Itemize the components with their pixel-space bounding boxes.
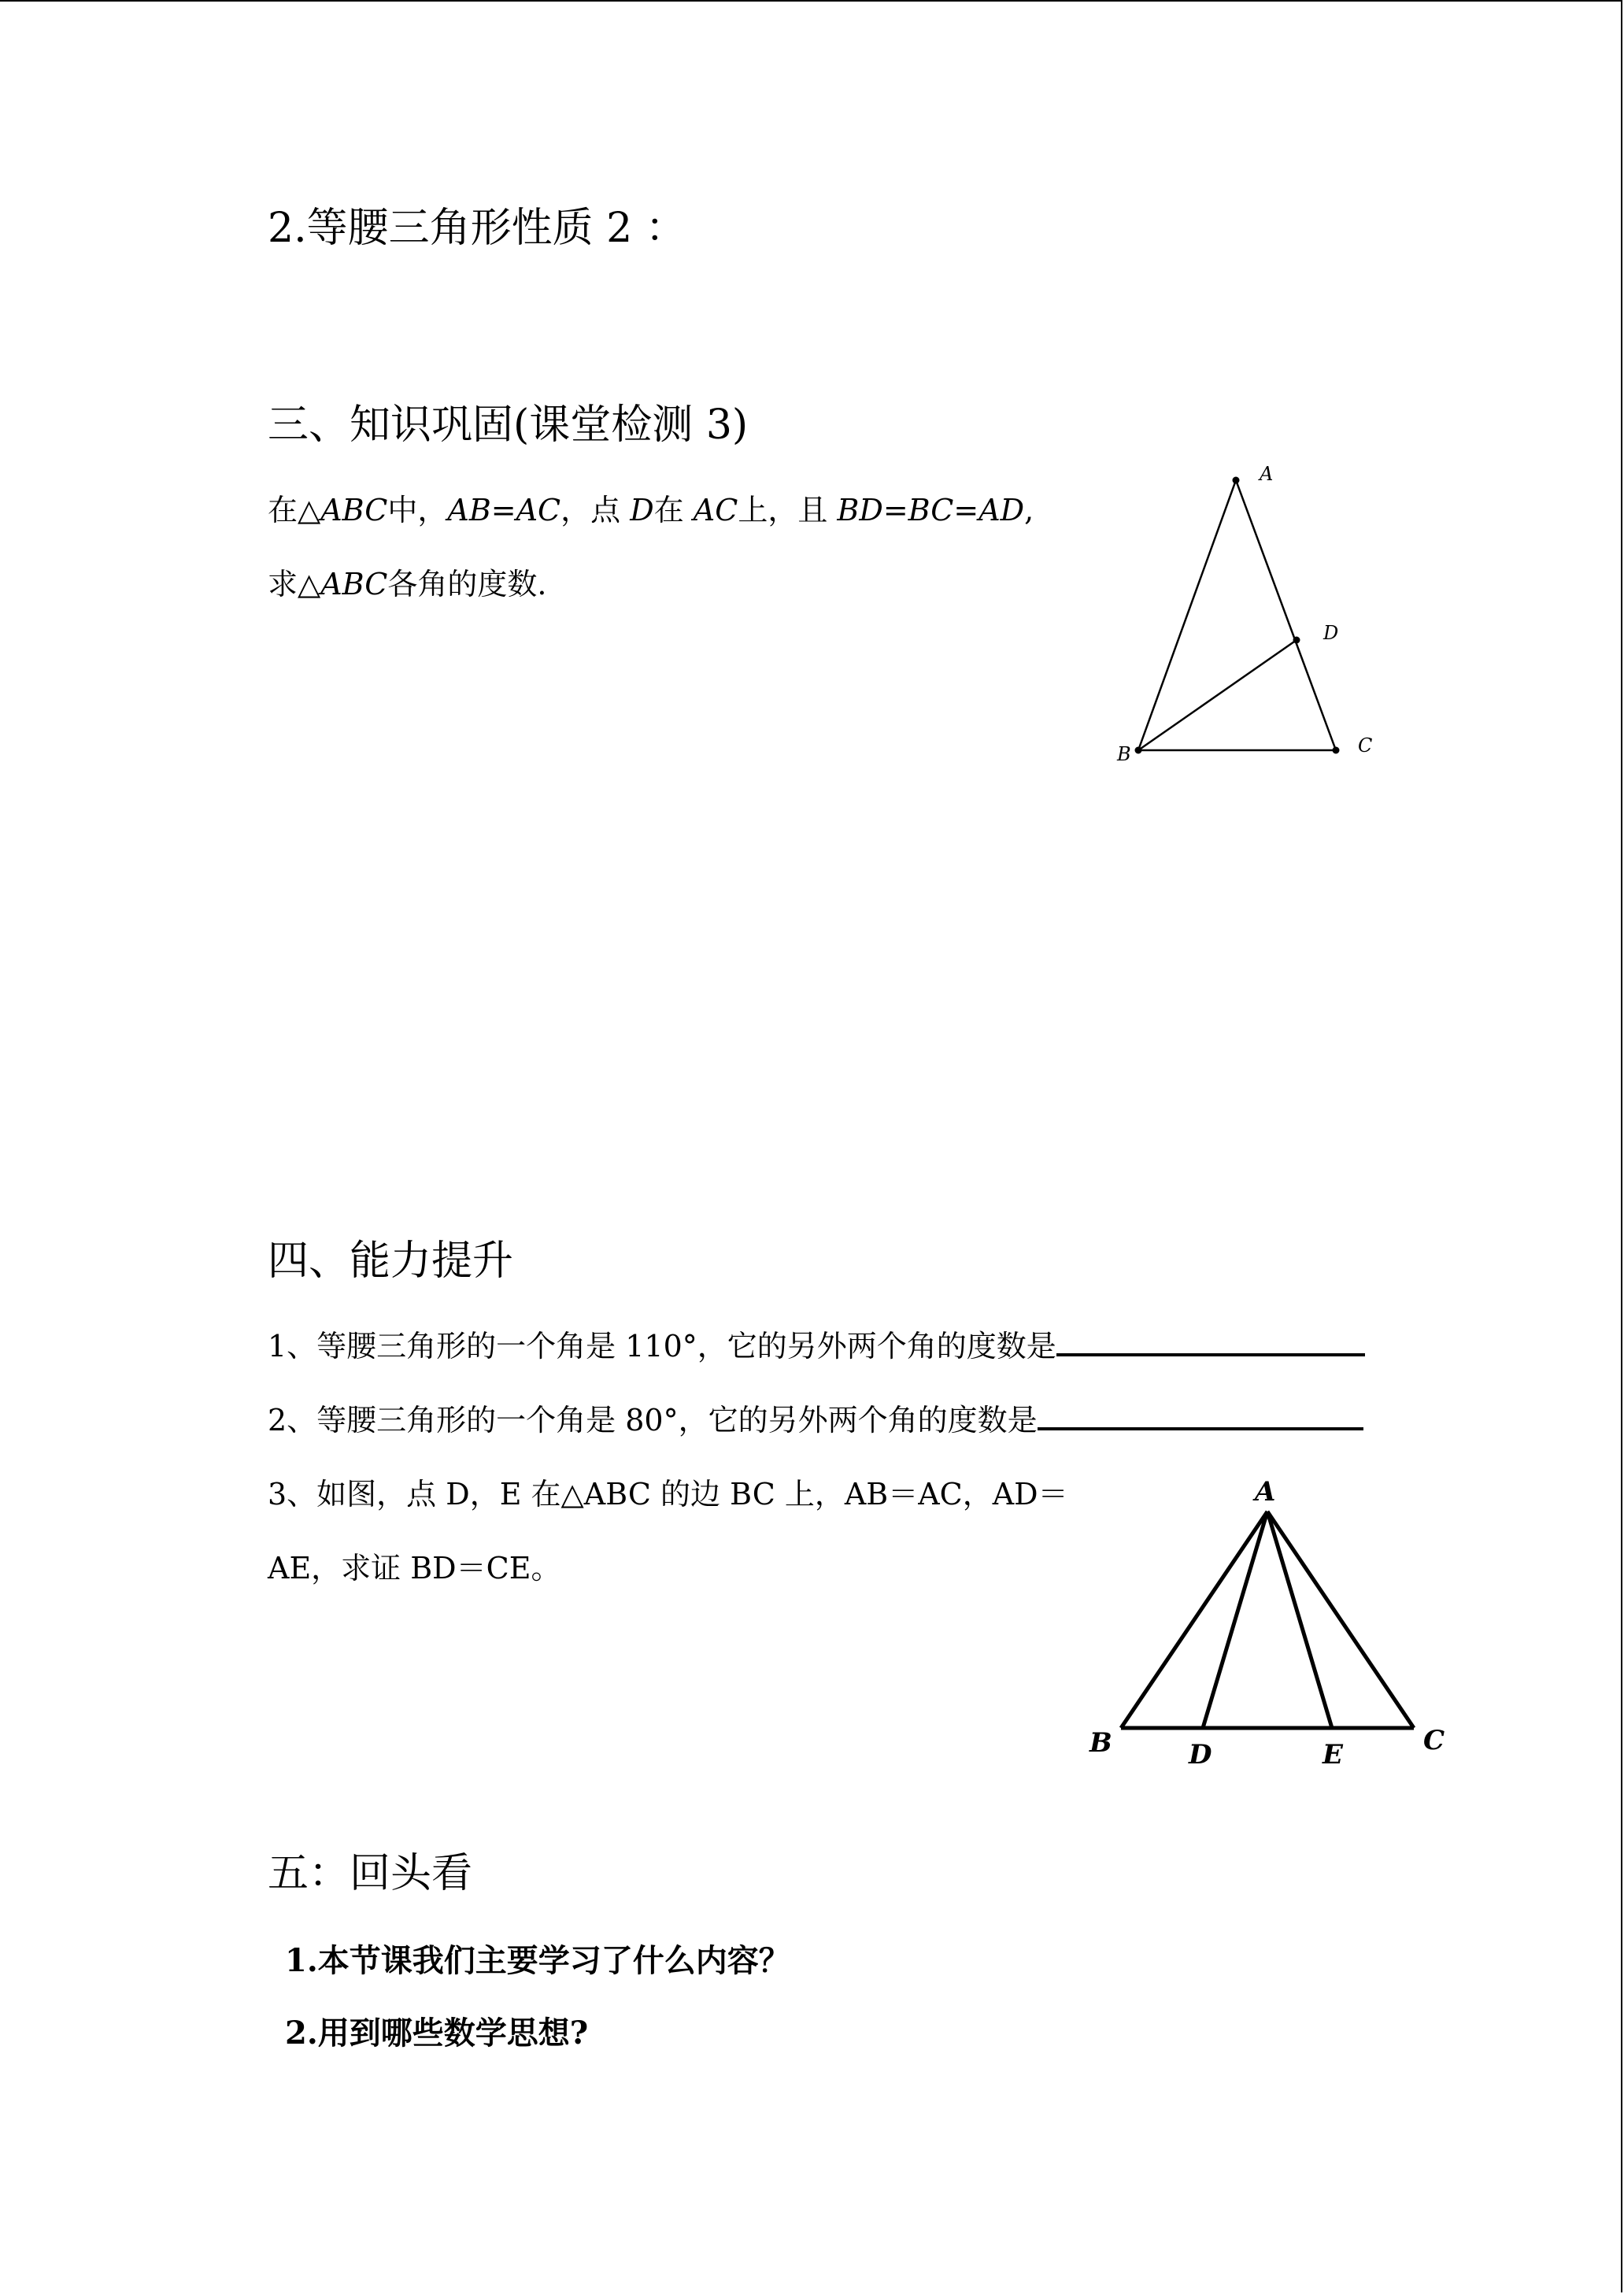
point-d — [1293, 637, 1300, 644]
point-a — [1233, 477, 1240, 484]
section3-title: 三、知识巩固(课堂检测 3) — [268, 401, 749, 449]
section5-question-2: 2.用到哪些数学思想? — [285, 2015, 589, 2052]
section3-problem-line1 — [268, 491, 1034, 529]
segment-bd — [1138, 640, 1297, 750]
section4-question-3-line2: AE，求证 BD＝CE。 — [268, 1551, 561, 1585]
segment-ae — [1267, 1511, 1332, 1728]
section4-question-2 — [268, 1401, 1363, 1439]
label-d: D — [1323, 622, 1339, 644]
label-b: B — [1089, 1727, 1112, 1759]
triangle-abc-de-figure — [1071, 1464, 1480, 1779]
question-text: 1、等腰三角形的一个角是 110°，它的另外两个角的度数是 — [268, 1329, 1056, 1363]
text: 在 — [653, 493, 694, 527]
text: 中， — [387, 493, 448, 527]
section4-question-3-line1: 3、如图，点 D，E 在△ABC 的边 BC 上，AB＝AC，AD＝ — [268, 1477, 1068, 1511]
section5-title: 五：回头看 — [268, 1850, 473, 1897]
label-d: D — [1189, 1739, 1212, 1770]
var: D — [630, 493, 654, 527]
var: ABC — [320, 493, 388, 527]
section4-question-1 — [268, 1327, 1365, 1365]
text: 各角的度数. — [387, 567, 547, 601]
side-ab — [1138, 480, 1236, 750]
var: AB=AC — [447, 493, 561, 527]
question-text: 2、等腰三角形的一个角是 80°，它的另外两个角的度数是 — [268, 1403, 1038, 1437]
label-b: B — [1117, 743, 1131, 765]
section4-title: 四、能力提升 — [268, 1238, 514, 1285]
triangle-abd-figure — [1102, 457, 1417, 771]
var: AC — [693, 493, 738, 527]
section5-question-1: 1.本节课我们主要学习了什么内容？ — [285, 1942, 790, 1979]
text: 上，且 — [738, 493, 838, 527]
section2-title: 2.等腰三角形性质 2 ： — [268, 205, 686, 252]
var: ABC — [320, 567, 388, 601]
label-a: A — [1255, 1476, 1276, 1508]
text: 在△ — [268, 493, 321, 527]
point-c — [1333, 747, 1340, 754]
answer-blank[interactable] — [1038, 1404, 1363, 1430]
point-b — [1135, 747, 1142, 754]
section3-problem-line2 — [268, 565, 546, 603]
side-ac — [1267, 1511, 1414, 1728]
label-c: C — [1423, 1725, 1445, 1756]
label-e: E — [1323, 1739, 1343, 1770]
var: BD=BC=AD — [837, 493, 1025, 527]
text: , — [1024, 493, 1034, 527]
answer-blank[interactable] — [1056, 1330, 1365, 1356]
text: ，点 — [560, 493, 631, 527]
text: 求△ — [268, 567, 321, 601]
side-ab — [1121, 1511, 1267, 1728]
side-ac — [1236, 480, 1339, 750]
label-c: C — [1358, 734, 1373, 757]
segment-ad — [1203, 1511, 1267, 1728]
label-a: A — [1260, 463, 1274, 485]
